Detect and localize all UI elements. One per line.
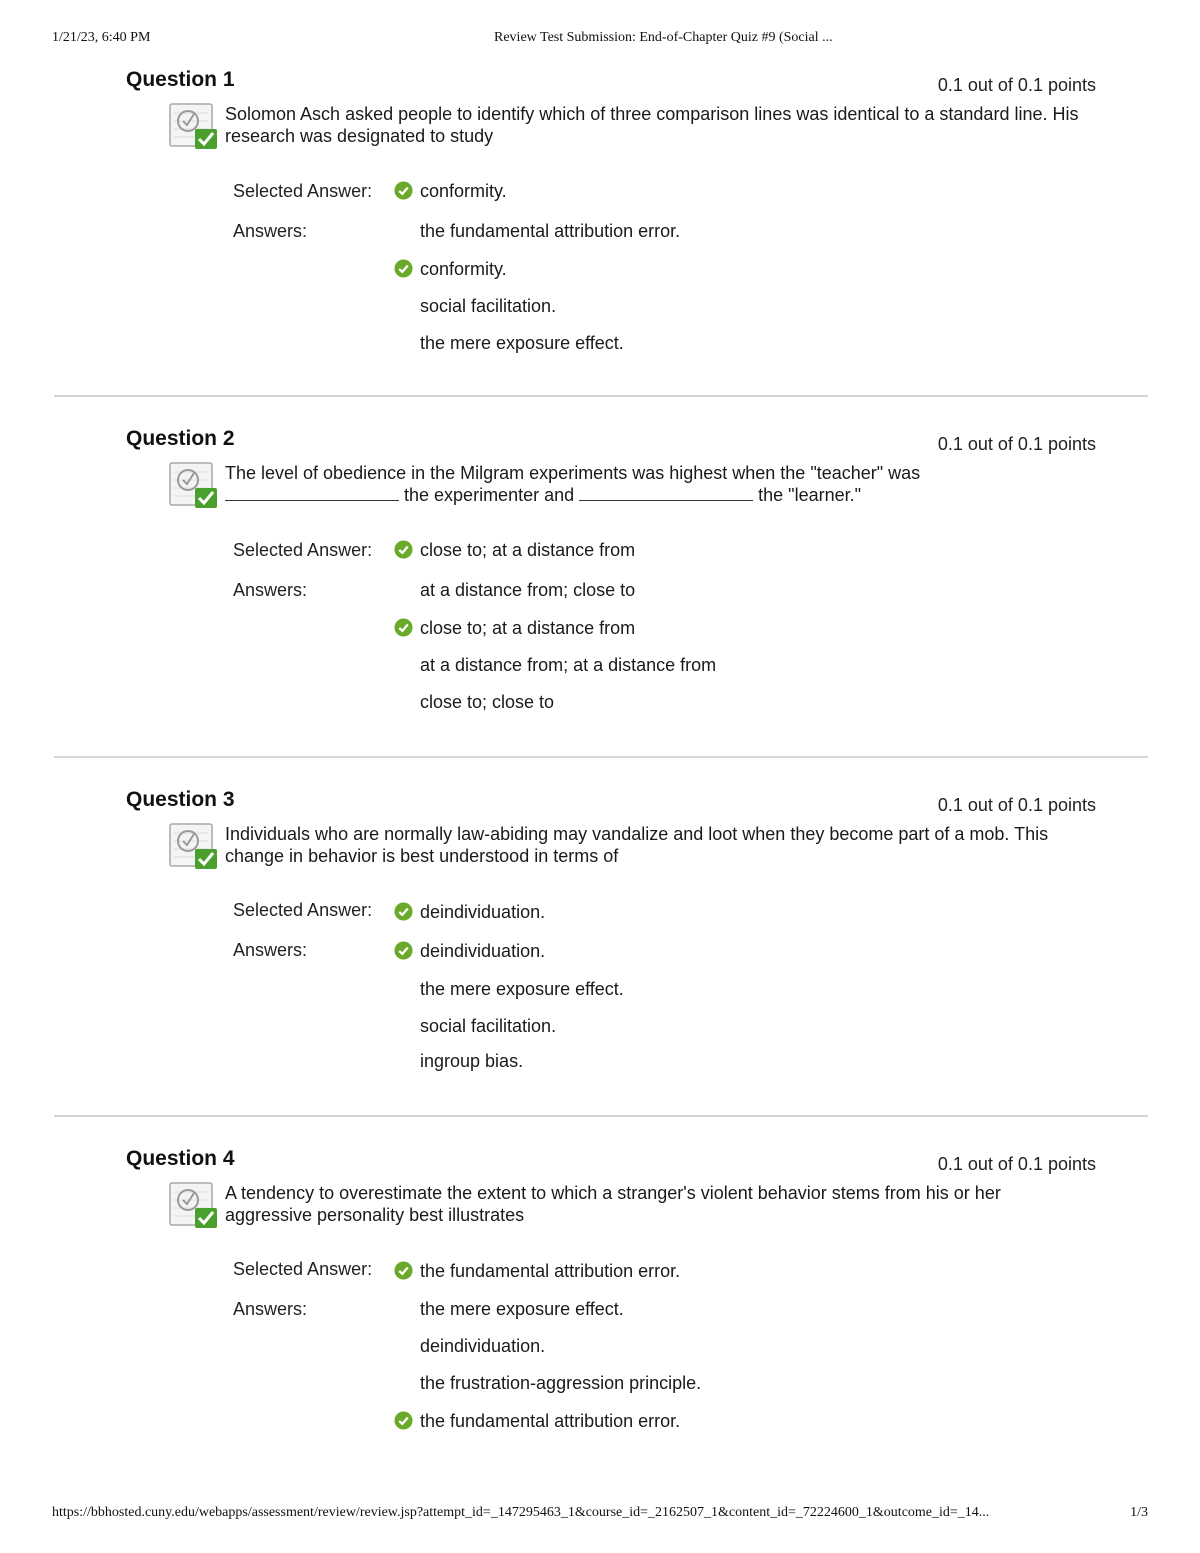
correct-check-icon <box>394 181 413 200</box>
answer-option-text: the fundamental attribution error. <box>420 1411 681 1431</box>
selected-answer-label: Selected Answer: <box>233 540 373 560</box>
print-page-title: Review Test Submission: End-of-Chapter Quiz #9 (Social ... <box>494 30 833 45</box>
question-text-part: the "learner." <box>758 485 861 505</box>
question-divider <box>54 395 1148 397</box>
answer-option-text: close to; close to <box>420 692 555 712</box>
question-points: 0.1 out of 0.1 points <box>937 1154 1096 1174</box>
correct-check-icon <box>394 618 413 637</box>
question-divider <box>54 1115 1148 1117</box>
correct-check-icon <box>394 540 413 559</box>
correct-check-icon <box>394 259 413 278</box>
print-header <box>52 30 1148 50</box>
question-block <box>0 788 1200 1147</box>
answer-option-text: close to; at a distance from <box>420 618 636 638</box>
question-text: Solomon Asch asked people to identify which of three comparison lines was identical to a standard line. His research was designated to study <box>225 104 1079 146</box>
answer-option-text: at a distance from; at a distance from <box>420 655 717 675</box>
question-points: 0.1 out of 0.1 points <box>937 75 1096 95</box>
page-number: 1/3 <box>1130 1505 1148 1520</box>
question-title: Question 1 <box>126 68 235 91</box>
selected-answer-label: Selected Answer: <box>233 181 373 201</box>
question-block <box>0 1147 1200 1506</box>
question-divider <box>54 756 1148 758</box>
selected-answer-text: deindividuation. <box>420 902 546 922</box>
question-block <box>0 427 1200 786</box>
correct-check-icon <box>394 941 413 960</box>
selected-answer-text: conformity. <box>420 181 507 201</box>
correct-check-icon <box>394 902 413 921</box>
answer-option-text: the mere exposure effect. <box>420 1299 624 1319</box>
selected-answer-label: Selected Answer: <box>233 900 373 920</box>
answers-label: Answers: <box>233 1299 308 1319</box>
question-points: 0.1 out of 0.1 points <box>937 434 1096 454</box>
question-points: 0.1 out of 0.1 points <box>937 795 1096 815</box>
question-text-part: the experimenter and <box>404 485 575 505</box>
answer-option-text: the mere exposure effect. <box>420 979 624 999</box>
answer-option-text: social facilitation. <box>420 1016 557 1036</box>
selected-answer-text: close to; at a distance from <box>420 540 636 560</box>
question-text: Individuals who are normally law-abiding may vandalize and loot when they become part of a mob. This change in behavior is best understood in terms of <box>225 824 1049 866</box>
graded-correct-document-icon <box>168 1180 220 1230</box>
correct-check-icon <box>394 1261 413 1280</box>
selected-answer-label: Selected Answer: <box>233 1259 373 1279</box>
answers-label: Answers: <box>233 580 308 600</box>
selected-answer-text: the fundamental attribution error. <box>420 1261 681 1281</box>
fill-in-blank <box>579 485 753 501</box>
question-title: Question 4 <box>126 1147 235 1170</box>
question-text <box>225 462 1085 506</box>
answer-option-text: at a distance from; close to <box>420 580 636 600</box>
answer-option-text: the fundamental attribution error. <box>420 221 681 241</box>
answer-option-text: deindividuation. <box>420 1336 546 1356</box>
graded-correct-document-icon <box>168 821 220 871</box>
answer-option-text: conformity. <box>420 259 507 279</box>
question-text-part: The level of obedience in the Milgram experiments was highest when the "teacher" was <box>225 463 921 483</box>
question-title: Question 2 <box>126 427 235 450</box>
answer-option-text: social facilitation. <box>420 296 557 316</box>
question-text: A tendency to overestimate the extent to which a stranger's violent behavior stems from his or her aggressive personality best illustrates <box>225 1183 1001 1225</box>
graded-correct-document-icon <box>168 460 220 510</box>
correct-check-icon <box>394 1411 413 1430</box>
print-url[interactable]: https://bbhosted.cuny.edu/webapps/assessment/review/review.jsp?attempt_id=_147295463_1&course_id=_2162507_1&content_id=_72224600_1&outcome_id=_14... <box>52 1505 990 1520</box>
answer-option-text: the frustration-aggression principle. <box>420 1373 702 1393</box>
question-block <box>0 68 1200 427</box>
graded-correct-document-icon <box>168 101 220 151</box>
answer-option-text: the mere exposure effect. <box>420 333 624 353</box>
answer-option-text: ingroup bias. <box>420 1051 524 1071</box>
answers-label: Answers: <box>233 940 308 960</box>
print-footer <box>52 1505 1148 1525</box>
print-datetime: 1/21/23, 6:40 PM <box>52 30 151 45</box>
question-title: Question 3 <box>126 788 235 811</box>
answer-option-text: deindividuation. <box>420 941 546 961</box>
fill-in-blank <box>225 485 399 501</box>
answers-label: Answers: <box>233 221 308 241</box>
